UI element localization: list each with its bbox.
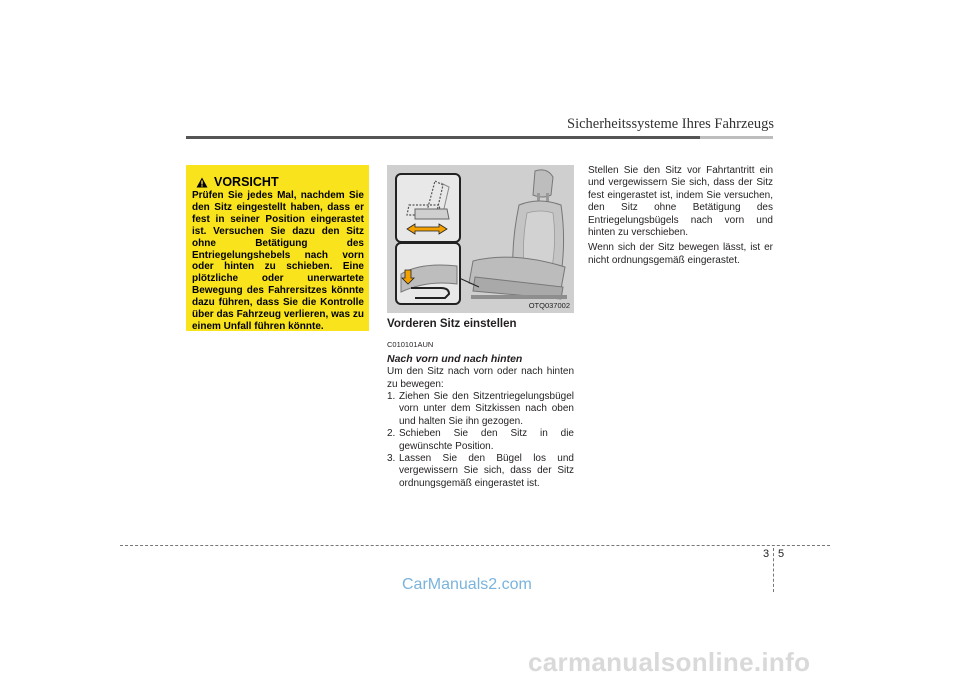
paragraph: Stellen Sie den Sitz vor Fahrtantritt ein und vergewissern Sie sich, dass der Sitz fest eingerastet ist, indem Sie versuchen, den Sitz ohne Betätigung des Entriegelungsbügels nach vorn und hinten zu verschieben. [588, 165, 773, 239]
subheading: Nach vorn und nach hinten [387, 352, 523, 365]
header-rule [186, 136, 773, 139]
caution-header [196, 175, 279, 189]
column-three [588, 165, 773, 270]
page-number-divider [773, 548, 774, 592]
section-code: C010101AUN [387, 340, 434, 350]
section-seat-adjustment [387, 318, 574, 490]
inset-release-bar-detail [395, 242, 461, 305]
running-header: Sicherheitssysteme Ihres Fahrzeugs [567, 116, 774, 132]
caution-text: Prüfen Sie jedes Mal, nachdem Sie den Sitz eingestellt haben, dass er fest in seiner Position eingerastet ist. Versuchen Sie dazu den Sitz ohne Betätigung des Entriegelungshebels nach vorn oder hinten zu schieben. Eine plötzliche oder unerwartete Bewegung des Fahrersitzes könnte dazu führen, dass Sie die Kontrolle über das Fahrzeug verlieren, was zu einem Unfall führen könnte. [192, 190, 364, 332]
release-bar-icon [397, 244, 459, 303]
watermark-top[interactable]: CarManuals2.com [402, 576, 532, 593]
watermark-bottom: carmanualsonline.info [528, 647, 811, 677]
warning-triangle-icon [196, 177, 208, 188]
caution-box [186, 165, 369, 331]
figure-code: OTQ037002 [528, 301, 570, 310]
paragraph: Wenn sich der Sitz bewegen lässt, ist er nicht ordnungsgemäß eingerastet. [588, 242, 773, 266]
footer-rule [120, 545, 830, 546]
header-rule-accent [700, 136, 773, 139]
steps-list [387, 391, 574, 490]
inset-seat-slide-diagram [395, 173, 461, 243]
caution-title: VORSICHT [214, 175, 279, 189]
seat-slide-icon [397, 175, 459, 241]
chapter-number: 3 [763, 548, 770, 560]
page-number: 5 [778, 548, 785, 560]
step-item: 3. Lassen Sie den Bügel los und vergewissern Sie sich, dass der Sitz ordnungsgemäß eingerastet ist. [387, 453, 574, 489]
step-item: 2. Schieben Sie den Sitz in die gewünschte Position. [387, 428, 574, 452]
section-title: Vorderen Sitz einstellen [387, 318, 517, 330]
intro-paragraph: Um den Sitz nach vorn oder nach hinten zu bewegen: [387, 366, 574, 390]
step-item: 1. Ziehen Sie den Sitzentriegelungsbügel vorn unter dem Sitzkissen nach oben und halten Sie ihn gezogen. [387, 391, 574, 427]
seat-illustration [387, 165, 574, 313]
